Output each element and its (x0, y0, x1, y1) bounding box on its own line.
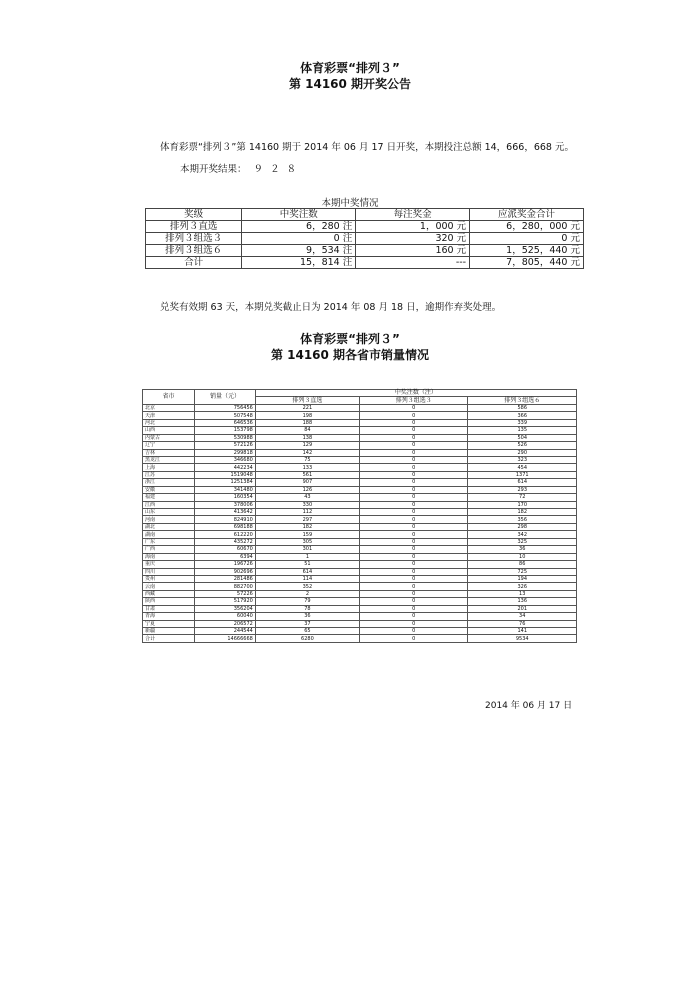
sales-cell-province: 宁夏 (143, 620, 195, 627)
sales-cell-group3: 0 (359, 553, 468, 560)
sales-cell-sales: 517920 (195, 598, 256, 605)
sales-cell-group3: 0 (359, 598, 468, 605)
sales-table-row (143, 404, 577, 411)
sales-cell-group6: 13 (468, 590, 577, 597)
sales-table-row (143, 434, 577, 441)
sales-table-row (143, 494, 577, 501)
sales-table-row (143, 553, 577, 560)
sales-cell-province: 山西 (143, 427, 195, 434)
sales-cell-group3: 0 (359, 419, 468, 426)
sales-cell-group3: 0 (359, 427, 468, 434)
sales-cell-group6: 201 (468, 605, 577, 612)
sales-cell-province: 四川 (143, 568, 195, 575)
sales-cell-direct: 65 (255, 628, 359, 635)
sales-cell-sales: 698188 (195, 523, 256, 530)
win-cell-total: 0 元 (470, 233, 584, 245)
win-table-row (146, 233, 584, 245)
sales-table-row (143, 635, 577, 642)
sales-cell-sales: 612220 (195, 531, 256, 538)
sales-cell-direct: 198 (255, 412, 359, 419)
sales-table-row (143, 456, 577, 463)
sales-cell-group3: 0 (359, 568, 468, 575)
sales-cell-group3: 0 (359, 516, 468, 523)
sales-cell-group3: 0 (359, 590, 468, 597)
sales-cell-sales: 341480 (195, 486, 256, 493)
sales-cell-sales: 1251384 (195, 479, 256, 486)
sales-cell-province: 湖北 (143, 523, 195, 530)
sales-cell-group6: 36 (468, 546, 577, 553)
sales-cell-group6: 326 (468, 583, 577, 590)
sales-cell-province: 甘肃 (143, 605, 195, 612)
sales-cell-group6: 339 (468, 419, 577, 426)
sales-cell-group6: 366 (468, 412, 577, 419)
sales-cell-province: 江苏 (143, 471, 195, 478)
sales-cell-group6: 136 (468, 598, 577, 605)
sales-cell-sales: 356204 (195, 605, 256, 612)
sales-cell-group6: 356 (468, 516, 577, 523)
sales-cell-group3: 0 (359, 605, 468, 612)
win-table-row (146, 257, 584, 269)
sales-cell-province: 青海 (143, 613, 195, 620)
sales-cell-direct: 907 (255, 479, 359, 486)
sales-cell-province: 重庆 (143, 561, 195, 568)
sales-header-wins-group: 中奖注数（注） (255, 390, 576, 397)
sales-cell-direct: 614 (255, 568, 359, 575)
sales-cell-group3: 0 (359, 561, 468, 568)
sales-cell-direct: 79 (255, 598, 359, 605)
sales-cell-group6: 76 (468, 620, 577, 627)
win-table-row (146, 245, 584, 257)
sales-cell-province: 合计 (143, 635, 195, 642)
win-cell-total: 7，805，440 元 (470, 257, 584, 269)
sales-cell-direct: 301 (255, 546, 359, 553)
sales-table-row (143, 590, 577, 597)
win-table-row (146, 221, 584, 233)
sales-header-direct: 排列３直选 (255, 397, 359, 404)
win-cell-prize: 320 元 (356, 233, 470, 245)
sales-table-row (143, 523, 577, 530)
sales-table-row (143, 427, 577, 434)
sales-cell-direct: 126 (255, 486, 359, 493)
sales-cell-group3: 0 (359, 486, 468, 493)
sales-cell-group3: 0 (359, 442, 468, 449)
sales-cell-group6: 614 (468, 479, 577, 486)
sales-cell-sales: 281486 (195, 575, 256, 582)
sales-cell-direct: 561 (255, 471, 359, 478)
win-cell-count: 9，534 注 (242, 245, 356, 257)
sales-table-row (143, 561, 577, 568)
sales-cell-sales: 244544 (195, 628, 256, 635)
win-table (145, 208, 584, 269)
sales-header-row-1 (143, 390, 577, 397)
sales-cell-sales: 6394 (195, 553, 256, 560)
sales-cell-direct: 133 (255, 464, 359, 471)
win-header-level: 奖级 (146, 209, 242, 221)
win-header-count: 中奖注数 (242, 209, 356, 221)
sales-cell-group3: 0 (359, 494, 468, 501)
sales-cell-direct: 142 (255, 449, 359, 456)
sales-cell-sales: 572126 (195, 442, 256, 449)
win-cell-level: 合计 (146, 257, 242, 269)
sales-cell-group3: 0 (359, 613, 468, 620)
sales-cell-sales: 902696 (195, 568, 256, 575)
sales-cell-sales: 442234 (195, 464, 256, 471)
sales-cell-group6: 325 (468, 538, 577, 545)
sales-cell-direct: 182 (255, 523, 359, 530)
sales-table-row (143, 575, 577, 582)
sales-cell-group3: 0 (359, 479, 468, 486)
sales-cell-direct: 36 (255, 613, 359, 620)
sales-cell-province: 上海 (143, 464, 195, 471)
sales-cell-province: 新疆 (143, 628, 195, 635)
sales-header-sales: 销量（元） (195, 390, 256, 405)
intro-paragraph: 体育彩票“排列３”第 14160 期于 2014 年 06 月 17 日开奖，本期投注总额 14，666，668 元。 (160, 142, 574, 153)
sales-cell-group6: 454 (468, 464, 577, 471)
sales-cell-sales: 435272 (195, 538, 256, 545)
sales-cell-province: 浙江 (143, 479, 195, 486)
win-table-header-row (146, 209, 584, 221)
sales-cell-sales: 299818 (195, 449, 256, 456)
sales-cell-province: 贵州 (143, 575, 195, 582)
sales-table-row (143, 509, 577, 516)
sales-cell-sales: 1519048 (195, 471, 256, 478)
sales-cell-direct: 138 (255, 434, 359, 441)
sales-cell-direct: 75 (255, 456, 359, 463)
win-cell-prize: 160 元 (356, 245, 470, 257)
sales-cell-province: 河南 (143, 516, 195, 523)
sales-cell-group6: 9534 (468, 635, 577, 642)
sales-table-row (143, 464, 577, 471)
sales-table-row (143, 442, 577, 449)
sales-cell-group6: 170 (468, 501, 577, 508)
sales-cell-group3: 0 (359, 635, 468, 642)
sales-cell-province: 北京 (143, 404, 195, 411)
win-cell-count: 15，814 注 (242, 257, 356, 269)
sales-cell-direct: 112 (255, 509, 359, 516)
sales-cell-sales: 60670 (195, 546, 256, 553)
win-cell-level: 排列３组选３ (146, 233, 242, 245)
sales-cell-group6: 725 (468, 568, 577, 575)
sales-cell-group3: 0 (359, 434, 468, 441)
sales-table-row (143, 471, 577, 478)
sales-table-row (143, 531, 577, 538)
sales-cell-sales: 153798 (195, 427, 256, 434)
sales-table-row (143, 538, 577, 545)
win-header-total: 应派奖金合计 (470, 209, 584, 221)
draw-result-digits: ９ ２ ８ (253, 164, 299, 175)
win-cell-level: 排列３组选６ (146, 245, 242, 257)
sales-cell-province: 广东 (143, 538, 195, 545)
sales-table-row (143, 419, 577, 426)
sales-table-row (143, 516, 577, 523)
sales-cell-group3: 0 (359, 523, 468, 530)
sales-cell-sales: 60040 (195, 613, 256, 620)
sales-cell-province: 吉林 (143, 449, 195, 456)
sales-table-row (143, 620, 577, 627)
win-cell-level: 排列３直选 (146, 221, 242, 233)
sales-cell-direct: 159 (255, 531, 359, 538)
sales-cell-sales: 646536 (195, 419, 256, 426)
announcement-subtitle: 第 14160 期开奖公告 (288, 77, 412, 91)
sales-cell-direct: 6280 (255, 635, 359, 642)
sales-cell-direct: 78 (255, 605, 359, 612)
sales-cell-group3: 0 (359, 456, 468, 463)
sales-title: 体育彩票“排列３” (300, 332, 400, 346)
draw-result-label: 本期开奖结果： (180, 164, 247, 175)
sales-cell-group3: 0 (359, 628, 468, 635)
sales-cell-group6: 141 (468, 628, 577, 635)
sales-cell-province: 湖南 (143, 531, 195, 538)
sales-cell-group3: 0 (359, 531, 468, 538)
sales-cell-direct: 84 (255, 427, 359, 434)
sales-cell-group6: 182 (468, 509, 577, 516)
sales-header-group6: 排列３组选６ (468, 397, 577, 404)
sales-table-row (143, 501, 577, 508)
sales-cell-direct: 352 (255, 583, 359, 590)
sales-cell-sales: 378006 (195, 501, 256, 508)
sales-cell-direct: 188 (255, 419, 359, 426)
sales-table-row (143, 568, 577, 575)
sales-cell-group3: 0 (359, 509, 468, 516)
sales-cell-group6: 290 (468, 449, 577, 456)
announcement-title: 体育彩票“排列３” (300, 61, 400, 75)
sales-cell-group3: 0 (359, 575, 468, 582)
sales-cell-group3: 0 (359, 538, 468, 545)
sales-cell-sales: 57226 (195, 590, 256, 597)
sales-cell-group6: 72 (468, 494, 577, 501)
sales-cell-sales: 206572 (195, 620, 256, 627)
sales-cell-group3: 0 (359, 620, 468, 627)
sales-cell-direct: 221 (255, 404, 359, 411)
sales-cell-province: 辽宁 (143, 442, 195, 449)
sales-header-group3: 排列３组选３ (359, 397, 468, 404)
sales-cell-direct: 1 (255, 553, 359, 560)
win-cell-count: 0 注 (242, 233, 356, 245)
sales-table-row (143, 605, 577, 612)
sales-cell-group3: 0 (359, 546, 468, 553)
sales-cell-sales: 824910 (195, 516, 256, 523)
sales-cell-direct: 2 (255, 590, 359, 597)
sales-cell-group6: 194 (468, 575, 577, 582)
win-cell-prize: 1，000 元 (356, 221, 470, 233)
sales-cell-group6: 34 (468, 613, 577, 620)
sales-cell-group3: 0 (359, 404, 468, 411)
sales-cell-province: 内蒙古 (143, 434, 195, 441)
sales-cell-sales: 413642 (195, 509, 256, 516)
sales-cell-group3: 0 (359, 449, 468, 456)
sales-date: 2014 年 06 月 17 日 (485, 701, 573, 711)
sales-cell-sales: 196726 (195, 561, 256, 568)
sales-cell-group3: 0 (359, 412, 468, 419)
sales-table-row (143, 412, 577, 419)
sales-cell-province: 广西 (143, 546, 195, 553)
sales-cell-direct: 305 (255, 538, 359, 545)
sales-cell-sales: 507548 (195, 412, 256, 419)
sales-cell-province: 陕西 (143, 598, 195, 605)
sales-cell-group6: 342 (468, 531, 577, 538)
win-cell-total: 6，280，000 元 (470, 221, 584, 233)
sales-table-row (143, 449, 577, 456)
sales-table-row (143, 486, 577, 493)
sales-header-province: 省市 (143, 390, 195, 405)
sales-cell-direct: 43 (255, 494, 359, 501)
sales-cell-province: 山东 (143, 509, 195, 516)
sales-cell-direct: 297 (255, 516, 359, 523)
validity-note: 兑奖有效期 63 天，本期兑奖截止日为 2014 年 08 月 18 日，逾期作弃奖处理。 (160, 302, 502, 313)
sales-cell-direct: 51 (255, 561, 359, 568)
sales-cell-direct: 37 (255, 620, 359, 627)
sales-cell-province: 河北 (143, 419, 195, 426)
sales-cell-province: 云南 (143, 583, 195, 590)
sales-table-row (143, 583, 577, 590)
sales-cell-group6: 323 (468, 456, 577, 463)
sales-cell-province: 海南 (143, 553, 195, 560)
sales-cell-province: 江西 (143, 501, 195, 508)
sales-cell-sales: 14666668 (195, 635, 256, 642)
sales-cell-group6: 10 (468, 553, 577, 560)
win-cell-prize: --- (356, 257, 470, 269)
sales-cell-province: 黑龙江 (143, 456, 195, 463)
sales-table-row (143, 479, 577, 486)
sales-cell-sales: 530988 (195, 434, 256, 441)
sales-cell-sales: 346680 (195, 456, 256, 463)
sales-table (142, 389, 577, 643)
win-header-prize: 每注奖金 (356, 209, 470, 221)
sales-cell-province: 安徽 (143, 486, 195, 493)
sales-cell-province: 福建 (143, 494, 195, 501)
sales-cell-group6: 1371 (468, 471, 577, 478)
sales-cell-group6: 293 (468, 486, 577, 493)
sales-table-row (143, 598, 577, 605)
draw-result-line (180, 161, 298, 175)
sales-cell-sales: 160354 (195, 494, 256, 501)
sales-cell-direct: 129 (255, 442, 359, 449)
sales-cell-group3: 0 (359, 471, 468, 478)
sales-cell-group6: 504 (468, 434, 577, 441)
sales-cell-direct: 114 (255, 575, 359, 582)
sales-cell-group6: 135 (468, 427, 577, 434)
sales-table-row (143, 546, 577, 553)
sales-cell-group6: 586 (468, 404, 577, 411)
sales-cell-group3: 0 (359, 583, 468, 590)
sales-subtitle: 第 14160 期各省市销量情况 (270, 348, 430, 362)
sales-cell-sales: 882700 (195, 583, 256, 590)
sales-cell-group6: 86 (468, 561, 577, 568)
sales-cell-province: 天津 (143, 412, 195, 419)
sales-cell-sales: 756456 (195, 404, 256, 411)
win-cell-total: 1，525，440 元 (470, 245, 584, 257)
sales-cell-direct: 330 (255, 501, 359, 508)
sales-cell-group6: 526 (468, 442, 577, 449)
sales-cell-province: 西藏 (143, 590, 195, 597)
sales-cell-group3: 0 (359, 501, 468, 508)
win-table-caption: 本期中奖情况 (321, 198, 379, 209)
sales-cell-group6: 298 (468, 523, 577, 530)
sales-table-row (143, 628, 577, 635)
sales-cell-group3: 0 (359, 464, 468, 471)
win-cell-count: 6，280 注 (242, 221, 356, 233)
sales-table-row (143, 613, 577, 620)
